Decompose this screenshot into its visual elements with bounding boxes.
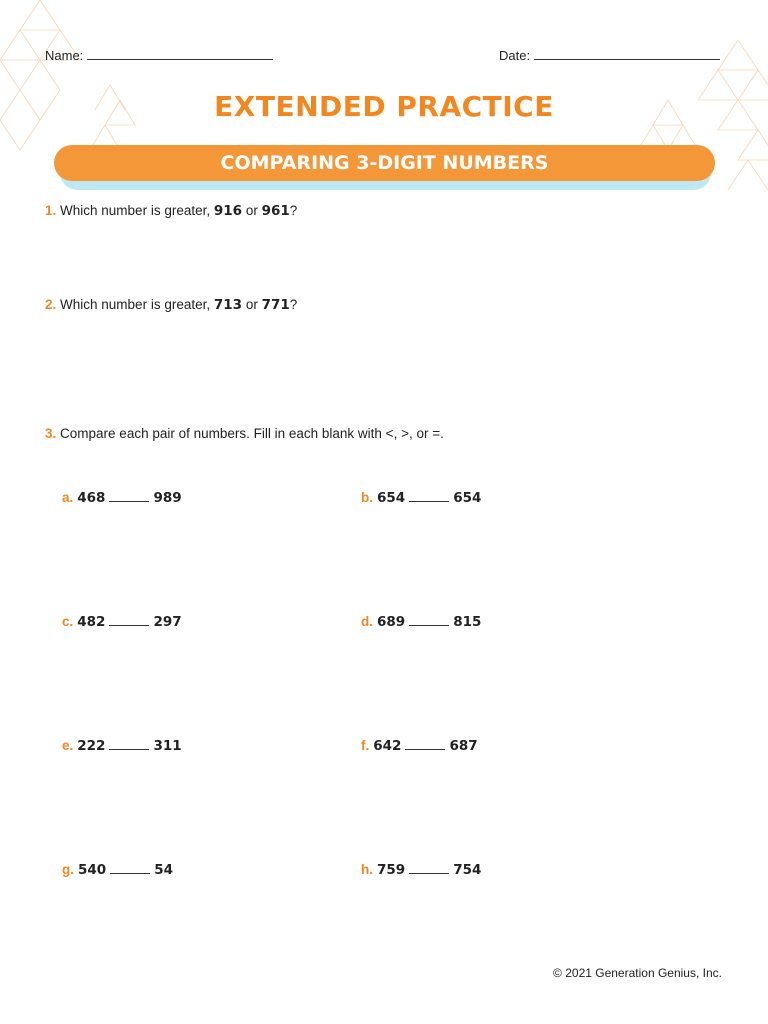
item-letter: h. <box>361 862 373 877</box>
item-letter: a. <box>62 490 74 505</box>
question-1 <box>45 203 297 219</box>
comparison-b <box>361 490 481 506</box>
answer-blank[interactable] <box>409 615 449 626</box>
comparison-a <box>62 490 182 506</box>
question-number: 2. <box>45 297 57 312</box>
right-number: 687 <box>449 738 478 754</box>
left-number: 759 <box>377 862 406 878</box>
right-number: 754 <box>453 862 482 878</box>
joiner: or <box>245 203 258 218</box>
item-letter: e. <box>62 738 74 753</box>
date-label: Date: <box>499 48 531 63</box>
item-letter: g. <box>62 862 74 877</box>
banner-text: COMPARING 3-DIGIT NUMBERS <box>54 145 715 181</box>
answer-blank[interactable] <box>109 491 149 502</box>
item-letter: b. <box>361 490 373 505</box>
page-title: EXTENDED PRACTICE <box>214 90 554 123</box>
option-b: 771 <box>261 297 290 313</box>
comparison-e <box>62 738 182 754</box>
left-number: 642 <box>373 738 402 754</box>
name-line[interactable] <box>87 47 273 60</box>
right-number: 311 <box>153 738 182 754</box>
left-number: 468 <box>77 490 106 506</box>
answer-blank[interactable] <box>409 491 449 502</box>
date-line[interactable] <box>534 47 720 60</box>
comparison-g <box>62 862 173 878</box>
left-number: 540 <box>78 862 107 878</box>
left-number: 689 <box>377 614 406 630</box>
left-number: 654 <box>377 490 406 506</box>
left-number: 222 <box>77 738 106 754</box>
left-number: 482 <box>77 614 106 630</box>
question-text: Which number is greater, <box>60 297 211 312</box>
answer-blank[interactable] <box>109 615 149 626</box>
question-text: Which number is greater, <box>60 203 211 218</box>
question-mark: ? <box>289 297 298 312</box>
name-label: Name: <box>45 48 84 63</box>
item-letter: f. <box>361 738 370 753</box>
question-text: Compare each pair of numbers. Fill in each blank with <, >, or =. <box>60 426 444 441</box>
comparison-f <box>361 738 478 754</box>
item-letter: d. <box>361 614 373 629</box>
right-number: 989 <box>153 490 182 506</box>
right-number: 54 <box>154 862 173 878</box>
comparison-h <box>361 862 481 878</box>
right-number: 297 <box>153 614 182 630</box>
answer-blank[interactable] <box>405 739 445 750</box>
copyright-footer: © 2021 Generation Genius, Inc. <box>553 966 722 980</box>
question-mark: ? <box>289 203 298 218</box>
question-2 <box>45 297 297 313</box>
question-3 <box>45 426 444 441</box>
comparison-d <box>361 614 481 630</box>
answer-blank[interactable] <box>409 863 449 874</box>
option-a: 916 <box>213 203 243 219</box>
right-number: 815 <box>453 614 482 630</box>
answer-blank[interactable] <box>109 739 149 750</box>
question-number: 1. <box>45 203 57 218</box>
joiner: or <box>245 297 258 312</box>
option-b: 961 <box>261 203 290 219</box>
option-a: 713 <box>213 297 243 313</box>
question-number: 3. <box>45 426 57 441</box>
name-field[interactable] <box>45 47 273 63</box>
item-letter: c. <box>62 614 74 629</box>
comparison-c <box>62 614 182 630</box>
subtitle-banner <box>54 145 715 183</box>
date-field[interactable] <box>499 47 720 63</box>
right-number: 654 <box>453 490 482 506</box>
answer-blank[interactable] <box>110 863 150 874</box>
